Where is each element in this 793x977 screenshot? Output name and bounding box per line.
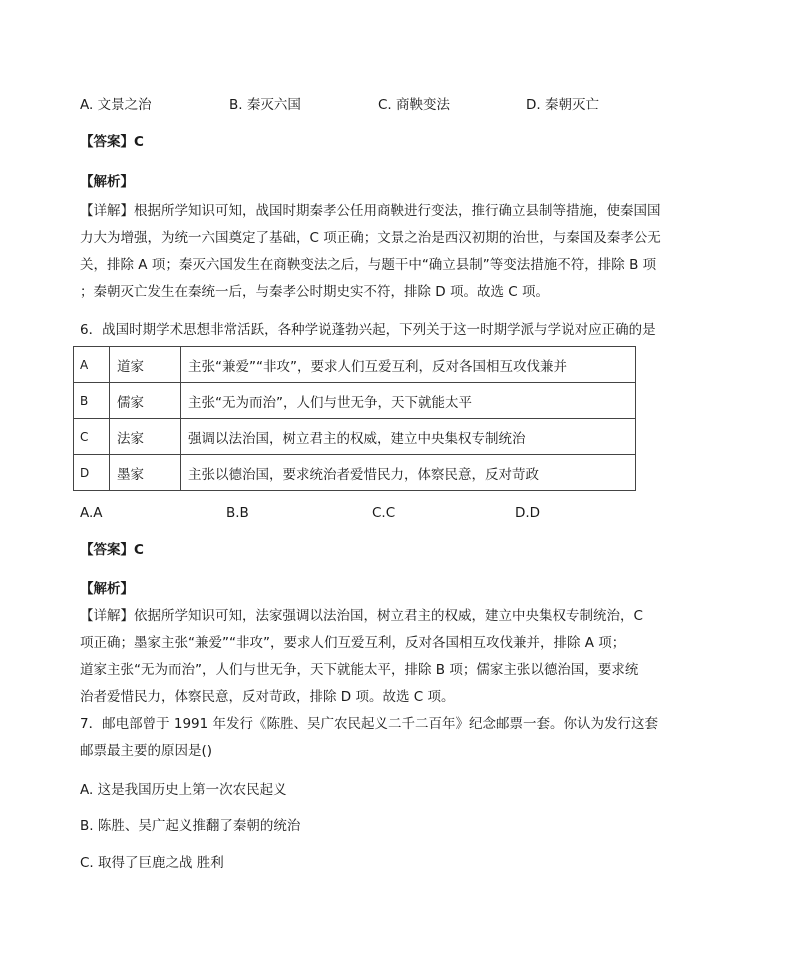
q6-option-c: C.C <box>372 505 396 521</box>
q5-answer: 【答案】C <box>80 134 144 150</box>
q6-detail-line-4: 治者爱惜民力，体察民意，反对苛政，排除 D 项。故选 C 项。 <box>80 689 455 705</box>
row-claim: 主张“无为而治”，人们与世无争，天下就能太平 <box>181 383 636 419</box>
row-claim: 主张以德治国，要求统治者爱惜民力，体察民意，反对苛政 <box>181 455 636 491</box>
q7-stem-line-1: 7．邮电部曾于 1991 年发行《陈胜、吴广农民起义二千二百年》纪念邮票一套。你认为发行这套 <box>80 716 659 732</box>
row-letter: B <box>74 383 110 419</box>
q6-detail-line-1: 【详解】依据所学知识可知，法家强调以法治国，树立君主的权威，建立中央集权专制统治，C <box>80 608 643 624</box>
q6-analysis-title: 【解析】 <box>80 581 134 597</box>
row-school: 道家 <box>110 347 181 383</box>
row-letter: D <box>74 455 110 491</box>
q5-detail-line-1: 【详解】根据所学知识可知，战国时期秦孝公任用商鞅进行变法，推行确立县制等措施，使秦国国 <box>80 203 661 219</box>
row-letter: C <box>74 419 110 455</box>
q5-option-b: B. 秦灭六国 <box>229 97 301 113</box>
row-claim: 强调以法治国，树立君主的权威，建立中央集权专制统治 <box>181 419 636 455</box>
q7-option-b: B. 陈胜、吴广起义推翻了秦朝的统治 <box>80 818 301 834</box>
row-letter: A <box>74 347 110 383</box>
q6-answer: 【答案】C <box>80 542 144 558</box>
q6-stem: 6．战国时期学术思想非常活跃，各种学说蓬勃兴起，下列关于这一时期学派与学说对应正确的是 <box>80 322 656 338</box>
row-claim: 主张“兼爱”“非攻”，要求人们互爱互利，反对各国相互攻伐兼并 <box>181 347 636 383</box>
q6-detail-line-2: 项正确；墨家主张“兼爱”“非攻”，要求人们互爱互利，反对各国相互攻伐兼并，排除 A 项； <box>80 635 626 651</box>
table-row <box>74 455 636 491</box>
table-row <box>74 347 636 383</box>
q5-option-c: C. 商鞅变法 <box>378 97 451 113</box>
q6-option-a: A.A <box>80 505 103 521</box>
q5-detail-line-3: 关，排除 A 项；秦灭六国发生在商鞅变法之后，与题干中“确立县制”等变法措施不符，排除 B 项 <box>80 257 657 273</box>
q6-detail-line-3: 道家主张“无为而治”，人们与世无争，天下就能太平，排除 B 项；儒家主张以德治国，要求统 <box>80 662 639 678</box>
q5-detail-line-4: ；秦朝灭亡发生在秦统一后，与秦孝公时期史实不符，排除 D 项。故选 C 项。 <box>80 284 549 300</box>
q5-analysis-title: 【解析】 <box>80 174 134 190</box>
q7-option-a: A. 这是我国历史上第一次农民起义 <box>80 782 287 798</box>
q5-option-d: D. 秦朝灭亡 <box>526 97 599 113</box>
q6-option-d: D.D <box>515 505 541 521</box>
q5-detail-line-2: 力大为增强，为统一六国奠定了基础，C 项正确；文景之治是西汉初期的治世，与秦国及秦孝公无 <box>80 230 661 246</box>
table-row <box>74 419 636 455</box>
table-row <box>74 383 636 419</box>
row-school: 墨家 <box>110 455 181 491</box>
q7-stem-line-2: 邮票最主要的原因是() <box>80 743 213 759</box>
q5-option-a: A. 文景之治 <box>80 97 152 113</box>
q7-option-c: C. 取得了巨鹿之战 胜利 <box>80 855 224 871</box>
row-school: 法家 <box>110 419 181 455</box>
q6-table <box>73 346 636 491</box>
row-school: 儒家 <box>110 383 181 419</box>
q6-option-b: B.B <box>226 505 249 521</box>
